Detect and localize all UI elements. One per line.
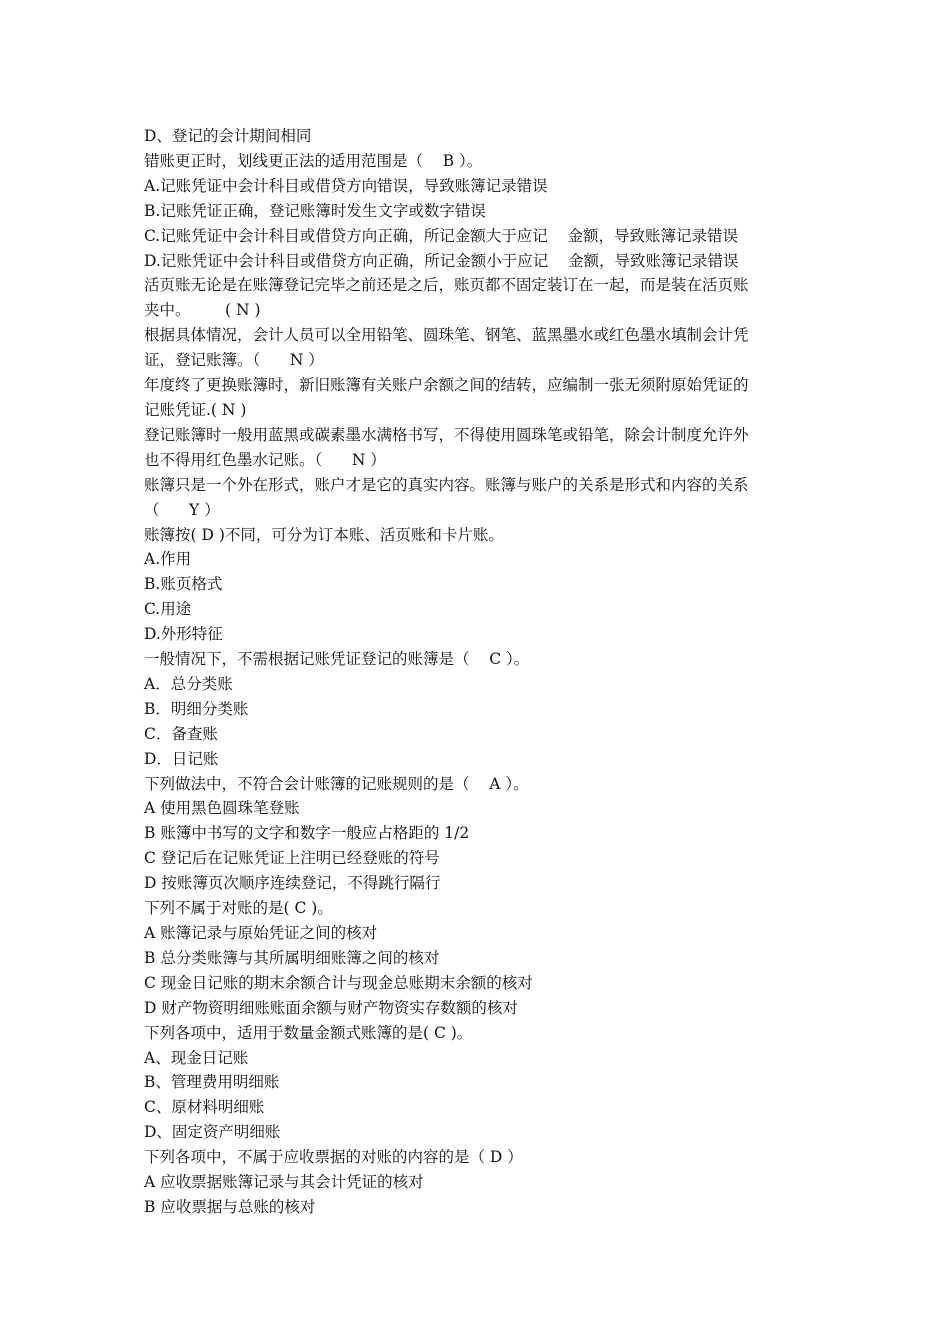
text-line: 活页账无论是在账簿登记完毕之前还是之后，账页都不固定装订在一起，而是装在活页账 (144, 276, 749, 295)
text-line: D 按账簿页次顺序连续登记，不得跳行隔行 (144, 874, 441, 893)
text-line: 证，登记账簿。（ N ） (144, 351, 324, 370)
text-line: 夹中。 ( N ) (144, 301, 261, 320)
text-line: 下列各项中，不属于应收票据的对账的内容的是（ D ） (144, 1148, 523, 1167)
text-line: A.作用 (144, 550, 192, 569)
text-line: C.记账凭证中会计科目或借贷方向正确，所记金额大于应记 金额，导致账簿记录错误 (144, 226, 738, 245)
text-line: 下列各项中，适用于数量金额式账簿的是( C )。 (144, 1023, 473, 1042)
text-line: 下列做法中，不符合会计账簿的记账规则的是（ A ）。 (144, 774, 529, 793)
text-line: 登记账簿时一般用蓝黑或碳素墨水满格书写，不得使用圆珠笔或铅笔，除会计制度允许外 (144, 425, 749, 444)
text-line: 账簿只是一个外在形式，账户才是它的真实内容。账簿与账户的关系是形式和内容的关系 (144, 475, 749, 494)
text-line: 一般情况下，不需根据记账凭证登记的账簿是（ C ）。 (144, 650, 530, 669)
text-line: B 总分类账簿与其所属明细账簿之间的核对 (144, 948, 440, 967)
text-line: A 应收票据账簿记录与其会计凭证的核对 (144, 1173, 424, 1192)
text-line: 下列不属于对账的是( C )。 (144, 899, 333, 918)
text-line: D、固定资产明细账 (144, 1123, 281, 1142)
text-line: D.外形特征 (144, 625, 223, 644)
text-line: C 现金日记账的期末余额合计与现金总账期末余额的核对 (144, 973, 533, 992)
text-line: 账簿按( D )不同，可分为订本账、活页账和卡片账。 (144, 525, 504, 544)
text-line: 年度终了更换账簿时，新旧账簿有关账户余额之间的结转，应编制一张无须附原始凭证的 (144, 376, 749, 395)
text-line: C 登记后在记账凭证上注明已经登账的符号 (144, 849, 440, 868)
text-line: B.记账凭证正确，登记账簿时发生文字或数字错误 (144, 201, 486, 220)
text-line: B．明细分类账 (144, 699, 249, 718)
text-line: B 账簿中书写的文字和数字一般应占格距的 1/2 (144, 824, 470, 843)
text-line: A 使用黑色圆珠笔登账 (144, 799, 300, 818)
text-line: （ Y ） (144, 500, 220, 519)
text-line: 也不得用红色墨水记账。（ N ） (144, 450, 386, 469)
text-line: A、现金日记账 (144, 1048, 249, 1067)
text-line: A 账簿记录与原始凭证之间的核对 (144, 924, 378, 942)
text-line: C．备查账 (144, 724, 218, 743)
text-line: D、登记的会计期间相同 (144, 127, 312, 145)
text-line: C、原材料明细账 (144, 1098, 265, 1117)
text-line: C.用途 (144, 600, 192, 619)
text-line: 记账凭证.( N ) (144, 400, 247, 419)
text-line: D．日记账 (144, 749, 219, 768)
text-line: B、管理费用明细账 (144, 1073, 280, 1092)
text-line: 根据具体情况，会计人员可以全用铅笔、圆珠笔、钢笔、蓝黑墨水或红色墨水填制会计凭 (144, 326, 749, 345)
text-line: B.账页格式 (144, 575, 223, 594)
text-line: D.记账凭证中会计科目或借贷方向正确，所记金额小于应记 金额，导致账簿记录错误 (144, 251, 739, 270)
text-line: B 应收票据与总账的核对 (144, 1197, 316, 1216)
text-line: 错账更正时，划线更正法的适用范围是（ B ）。 (144, 151, 483, 170)
text-line: A.记账凭证中会计科目或借贷方向错误，导致账簿记录错误 (144, 176, 548, 195)
document-page (144, 124, 814, 1220)
text-line: D 财产物资明细账账面余额与财产物资实存数额的核对 (144, 998, 518, 1017)
text-line: A．总分类账 (144, 674, 233, 693)
